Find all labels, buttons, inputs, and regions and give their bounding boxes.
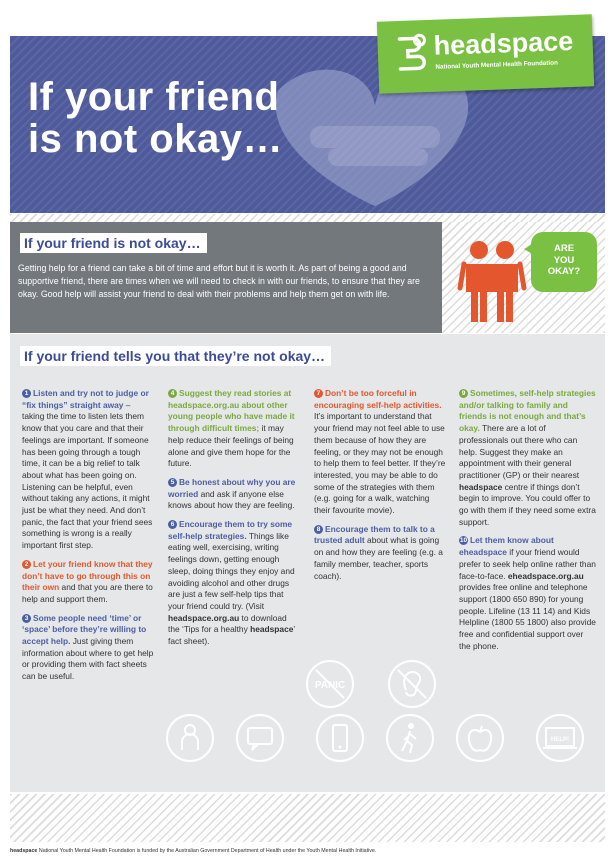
tip-4: 4 Suggest they read stories at headspace.org.au about other young people who have made it through difficult times; it may help reduce their feelings of being alone and give them hope for the future. <box>168 388 295 469</box>
tip-6: 6 Encourage them to try some self-help strategies. Things like eating well, exercising, writing feelings down, getting enough sleep, doing things they enjoy and avoiding alcohol and other drugs are just a few self-help tips that your friend could try. (Visit headspace.org.au to download the ‘Tips for a healthy headspace’ fact sheet). <box>168 519 295 647</box>
tips-column-1 <box>22 388 154 690</box>
tips-column-4 <box>459 388 597 659</box>
tip-7: 7 Don’t be too forceful in encouraging self-help activities. It’s important to understand that your friend may not feel able to use them because of how they are feeling, or they may not be enough to help them to feel better. If they’re interested, you may be able to do some of the strategies with them (e.g. going for a walk, watching their favourite movie). <box>314 388 446 516</box>
tip-1: 1 Listen and try not to judge or “fix things” straight away – taking the time to listen lets them know that you care and that their feelings are important. If someone has been going through a tough time, it can be a big relief to talk about what has been going on. Listening can be helpful, even without taking any actions, it might just be what they need. And don’t panic, the fact that your friend sees something is wrong is a really important first step. <box>22 388 153 551</box>
phone-icon <box>316 714 364 762</box>
panic-icon <box>306 660 354 708</box>
are-you-okay-bubble: ARE YOU OKAY? <box>531 232 597 292</box>
tip-3: 3 Some people need ‘time’ or ‘space’ before they’re willing to accept help. Just giving them information about where to get help or providing them with fact sheets can be useful. <box>22 612 154 682</box>
tips-column-2 <box>168 388 300 655</box>
walking-icon <box>386 714 434 762</box>
page-title: If your friend is not okay… <box>28 75 283 161</box>
tips-column-3 <box>314 388 446 589</box>
laptop-help-icon <box>536 714 584 762</box>
apple-icon <box>456 714 504 762</box>
logo-name: headspace <box>433 25 574 61</box>
intro-heading: If your friend is not okay… <box>20 233 207 253</box>
speech-bubble-icon <box>236 714 284 762</box>
tip-5: 5 Be honest about why you are worried and ask if anyone else knows about how they are feeling. <box>168 476 296 511</box>
headspace-logo <box>377 14 594 93</box>
section-heading: If your friend tells you that they’re not okay… <box>20 346 331 366</box>
logo-tagline: National Youth Mental Health Foundation <box>435 59 559 71</box>
headspace-logo-icon <box>393 30 430 71</box>
intro-text: Getting help for a friend can take a bit of time and effort but it is worth it. As part of being a good and supportive friend, there are times when we will need to check in with our friends, to ensure that they are okay. Good help will assist your friend to deal with their problems and help them get on with life. <box>18 263 420 300</box>
bottom-hatch <box>10 794 605 842</box>
tip-9: 9 Sometimes, self-help strategies and/or talking to family and friends is not enough and that’s okay. There are a lot of professionals out there who can help. Suggest they make an appointment with their general practitioner (GP) or their nearest headspace centre if things don’t begin to improve. You could offer to go with them if they need some extra support. <box>459 388 596 527</box>
tip-8: 8 Encourage them to talk to a trusted adult about what is going on and how they are feeling (e.g. a family member, teacher, sports coach). <box>314 523 443 581</box>
person-chat-icon <box>166 714 214 762</box>
svg-text:PANIC: PANIC <box>314 680 346 691</box>
hatch-divider <box>10 214 605 222</box>
tip-10: 10 Let them know about eheadspace if your friend would prefer to seek help online rather than face-to-face. eheadspace.org.au provides free online and telephone support (1800 650 890) for young people. Lifeline (13 11 14) and Kids Helpline (1800 55 1800) also provide free and confidential support over the phone. <box>459 535 596 651</box>
ear-icon <box>388 660 436 708</box>
tip-2: 2 Let your friend know that they don’t have to go through this on their own and that you are there to help and support them. <box>22 558 153 604</box>
footer-text: headspace National Youth Mental Health Foundation is funded by the Australian Government Department of Health under the Youth Mental Health Initiative. <box>10 848 377 854</box>
svg-text:HELP!: HELP! <box>551 737 569 743</box>
